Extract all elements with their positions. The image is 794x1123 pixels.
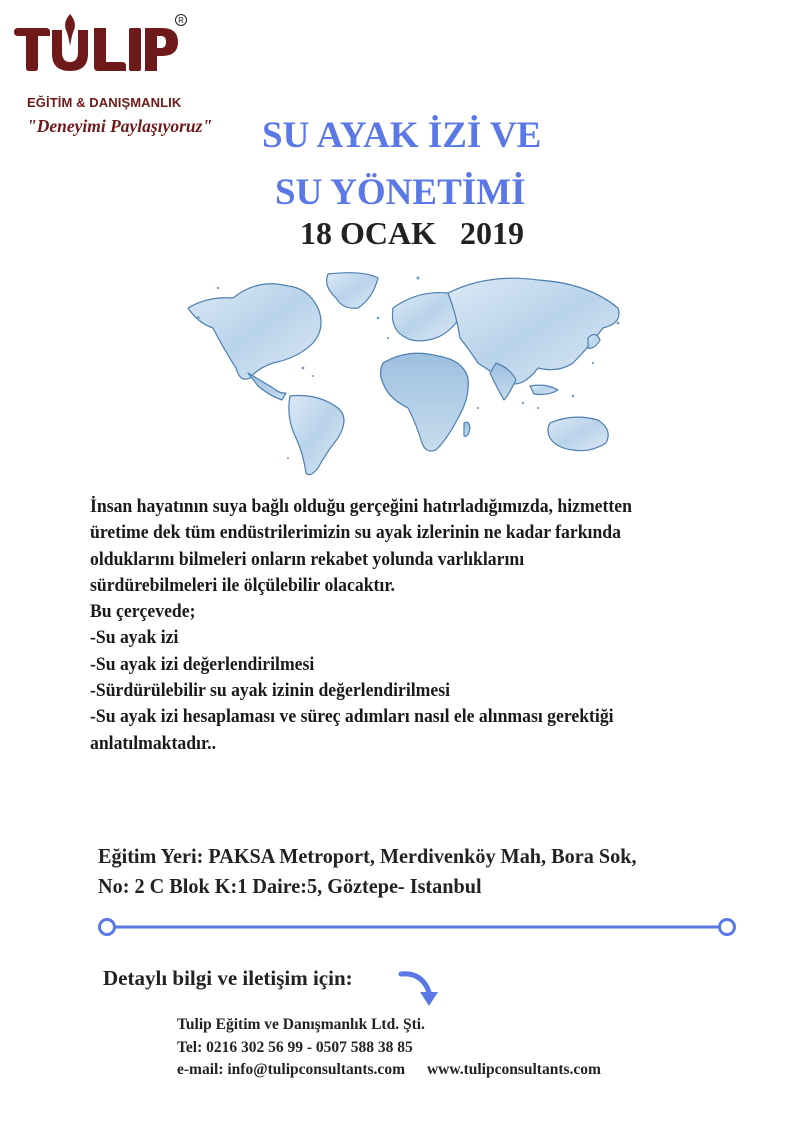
venue-line-1: Eğitim Yeri: PAKSA Metroport, Merdivenköy Mah, Bora Sok, — [98, 844, 637, 868]
page-title-line-2: SU YÖNETİMİ — [275, 172, 526, 213]
curved-arrow-down-icon — [396, 966, 438, 1010]
timeline-end-node-icon — [720, 920, 735, 935]
topics-intro: Bu çerçevede; — [90, 601, 196, 623]
paragraph-line: olduklarını bilmeleri onların rekabet yolunda varlıklarını — [90, 548, 525, 570]
venue-line-2: No: 2 C Blok K:1 Daire:5, Göztepe- Istanbul — [98, 874, 482, 898]
website-link[interactable]: www.tulipconsultants.com — [426, 1061, 601, 1078]
logo-subtitle: EĞİTİM & DANIŞMANLIK — [27, 95, 182, 110]
topic-item: -Sürdürülebilir su ayak izinin değerlendirilmesi — [90, 680, 450, 702]
paragraph-line: üretime dek tüm endüstrilerimizin su ayak izlerinin ne kadar farkında — [90, 522, 621, 544]
timeline-divider — [97, 917, 738, 937]
svg-text:R: R — [178, 16, 184, 25]
description-text — [90, 494, 750, 757]
company-logo — [12, 12, 252, 136]
paragraph-line: sürdürebilmeleri ile ölçülebilir olacaktır. — [90, 574, 395, 596]
email-link[interactable]: e-mail: info@tulipconsultants.com — [177, 1061, 405, 1078]
topic-item: -Su ayak izi — [90, 627, 179, 649]
tulip-logo-mark — [12, 12, 187, 70]
topic-item: -Su ayak izi değerlendirilmesi — [90, 653, 315, 675]
contact-links-row — [177, 1059, 601, 1082]
company-name: Tulip Eğitim ve Danışmanlık Ltd. Şti. — [177, 1016, 425, 1033]
contact-heading: Detaylı bilgi ve iletişim için: — [103, 966, 353, 990]
tulip-logo-icon — [12, 12, 192, 74]
world-map-image — [178, 268, 628, 478]
world-map-icon — [178, 268, 628, 478]
logo-tagline: "Deneyimi Paylaşıyoruz" — [27, 116, 213, 136]
page-title-line-1: SU AYAK İZİ VE — [262, 115, 542, 156]
closing-text: anlatılmaktadır.. — [90, 732, 217, 754]
paragraph-line: İnsan hayatının suya bağlı olduğu gerçeğini hatırladığımızda, hizmetten — [90, 496, 632, 517]
event-date: 18 OCAK 2019 — [300, 215, 524, 251]
venue-address — [98, 841, 671, 901]
contact-details — [177, 1014, 601, 1082]
topic-item: -Su ayak izi hesaplaması ve süreç adımları nasıl ele alınması gerektiği — [90, 706, 614, 728]
timeline-start-node-icon — [100, 920, 115, 935]
phone-numbers: Tel: 0216 302 56 99 - 0507 588 38 85 — [177, 1038, 413, 1056]
